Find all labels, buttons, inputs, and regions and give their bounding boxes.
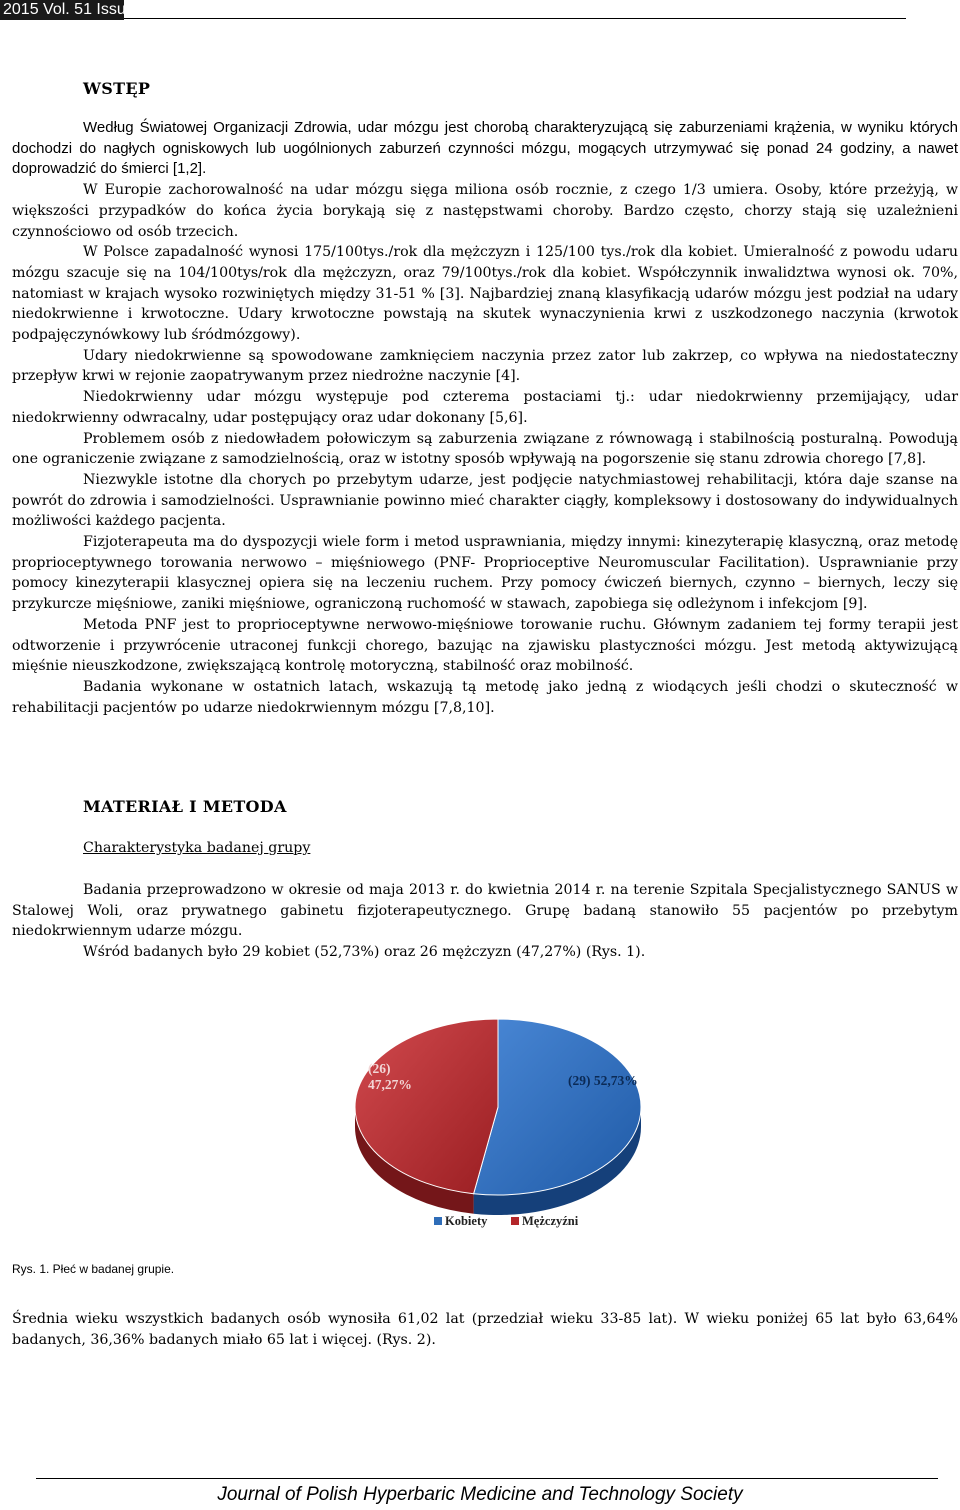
intro-paragraph: Fizjoterapeuta ma do dyspozycji wiele form i metod usprawniania, między innymi: kinezyterapię klasyczną, oraz metodę proprioceptywnego torowania nerwowo – mięśniowego (PNF- Proprioceptive Neuromuscular Facilitation). Usprawnianie przy pomocy kinezyterapii klasycznej opiera się na leczeniu ruchem. Przy pomocy ćwiczeń biernych, czynno – biernych, leczy się przykurcze mięśniowe, zaniki mięśniowe, ograniczoną ruchomość w stawach, zapobiega się odleżynom i infekcjom [9]. [12, 534, 958, 613]
intro-paragraph: Niezwykle istotne dla chorych po przebytym udarze, jest podjęcie natychmiastowej rehabilitacji, która daje szanse na powrót do zdrowia i samodzielności. Usprawnianie powinno mieć charakter ciągły, kompleksowy i dostosowany do indywidualnych możliwości każdego pacjenta. [12, 471, 958, 530]
methods-paragraph: Wśród badanych było 29 kobiet (52,73%) oraz 26 mężczyzn (47,27%) (Rys. 1). [83, 944, 646, 961]
methods-paragraph: Badania przeprowadzono w okresie od maja 2013 r. do kwietnia 2014 r. na terenie Szpitala Specjalistycznego SANUS w Stalowej Woli, oraz prywatnego gabinetu fizjoterapeutycznego. Grupę badaną stanowiło 55 pacjentów po przebytym niedokrwiennym udarze mózgu. [12, 882, 958, 940]
legend-swatch [511, 1217, 519, 1225]
section-heading-methods: MATERIAŁ I METODA [83, 797, 287, 816]
section-heading-intro: WSTĘP [83, 79, 151, 98]
pie-data-label: (29) 52,73% [568, 1073, 638, 1088]
intro-paragraph: Udary niedokrwienne są spowodowane zamknięciem naczynia przez zator lub zakrzep, co wpływa na niedostateczny przepływ krwi w rejonie zaopatrywanym przez niedrożne naczynie [4]. [12, 347, 958, 385]
footer-rule [36, 1478, 938, 1479]
intro-paragraph: Niedokrwienny udar mózgu występuje pod czterema postaciami tj.: udar niedokrwienny przemijający, udar niedokrwienny odwracalny, udar postępujący oraz udar dokonany [5,6]. [12, 389, 958, 426]
legend-label: Mężczyźni [522, 1214, 579, 1228]
methods-body [12, 880, 958, 963]
intro-paragraph: W Europie zachorowalność na udar mózgu sięga miliona osób rocznie, z czego 1/3 umiera. Osoby, które przeżyją, w większości przypadków do końca życia borykają się z następstwami choroby. Bardzo często, chorzy stają się uzależnieni czynnościowo od osób trzecich. [12, 182, 958, 240]
summary-paragraph: Średnia wieku wszystkich badanych osób wynosiła 61,02 lat (przedział wieku 33-85 lat). W wieku poniżej 65 lat było 63,64% badanych, 36,36% badanych miało 65 lat i więcej. (Rys. 2). [12, 1311, 958, 1348]
pie-data-label: (26) 47,27% [368, 1061, 412, 1092]
intro-paragraph: Problemem osób z niedowładem połowiczym są zaburzenia związane z równowagą i stabilnością posturalną. Powodują one ograniczenie związane z samodzielnością, oraz w istotny sposób wpływają na pogorszenie się stanu zdrowia chorego [7,8]. [12, 430, 958, 468]
legend-label: Kobiety [445, 1214, 488, 1228]
journal-footer: Journal of Polish Hyperbaric Medicine and Technology Society [217, 1484, 743, 1505]
gender-pie-chart [330, 1015, 660, 1240]
page-header [0, 0, 960, 20]
chart-legend [434, 1214, 579, 1228]
figure-caption: Rys. 1. Płeć w badanej grupie. [12, 1262, 175, 1276]
header-rule [124, 18, 906, 19]
intro-paragraph: Metoda PNF jest to proprioceptywne nerwowo-mięśniowe torowanie ruchu. Głównym zadaniem tej formy terapii jest odtworzenie i przywrócenie utraconej funkcji chorego, bazując na zjawisku plastyczności mózgu. Jest metodą aktywizującą mięśnie nieuszkodzone, zwiększającą kontrolę motoryczną, stabilność oraz mobilność. [12, 616, 958, 675]
issue-label: 2015 Vol. 51 Issue 2 [3, 1, 148, 18]
intro-body [12, 118, 958, 718]
intro-paragraph: W Polsce zapadalność wynosi 175/100tys./rok dla mężczyzn i 125/100 tys./rok dla kobiet. Umieralność z powodu udaru mózgu szacuje się na 104/100tys/rok dla mężczyzn, oraz 79/100tys./rok dla kobiet. Współczynnik inwalidztwa wynosi ok. 70%, natomiast w krajach wysoko rozwiniętych między 31-51 % [3]. Najbardziej znaną klasyfikacją udarów mózgu jest podział na udary niedokrwienne i krwotoczne. Udary krwotoczne powstają na skutek wynaczynienia krwi z uszkodzonego naczynia (krwotok podpajęczynówkowy lub śródmózgowy). [12, 244, 958, 344]
legend-swatch [434, 1217, 442, 1225]
intro-paragraph: Badania wykonane w ostatnich latach, wskazują tą metodę jako jedną z wiodących jeśli chodzi o skuteczność w rehabilitacji pacjentów po udarze niedokrwiennym mózgu [7,8,10]. [12, 678, 958, 716]
intro-paragraph: Według Światowej Organizacji Zdrowia, udar mózgu jest chorobą charakteryzującą się zaburzeniami krążenia, w wyniku których dochodzi do nagłych ogniskowych lub uogólnionych zaburzeń czynności mózgu, mogących utrzymywać się ponad 24 godziny, a nawet doprowadzić do śmierci [1,2]. [12, 119, 958, 178]
subsection-heading: Charakterystyka badanej grupy [83, 840, 311, 856]
summary-body [12, 1309, 958, 1350]
